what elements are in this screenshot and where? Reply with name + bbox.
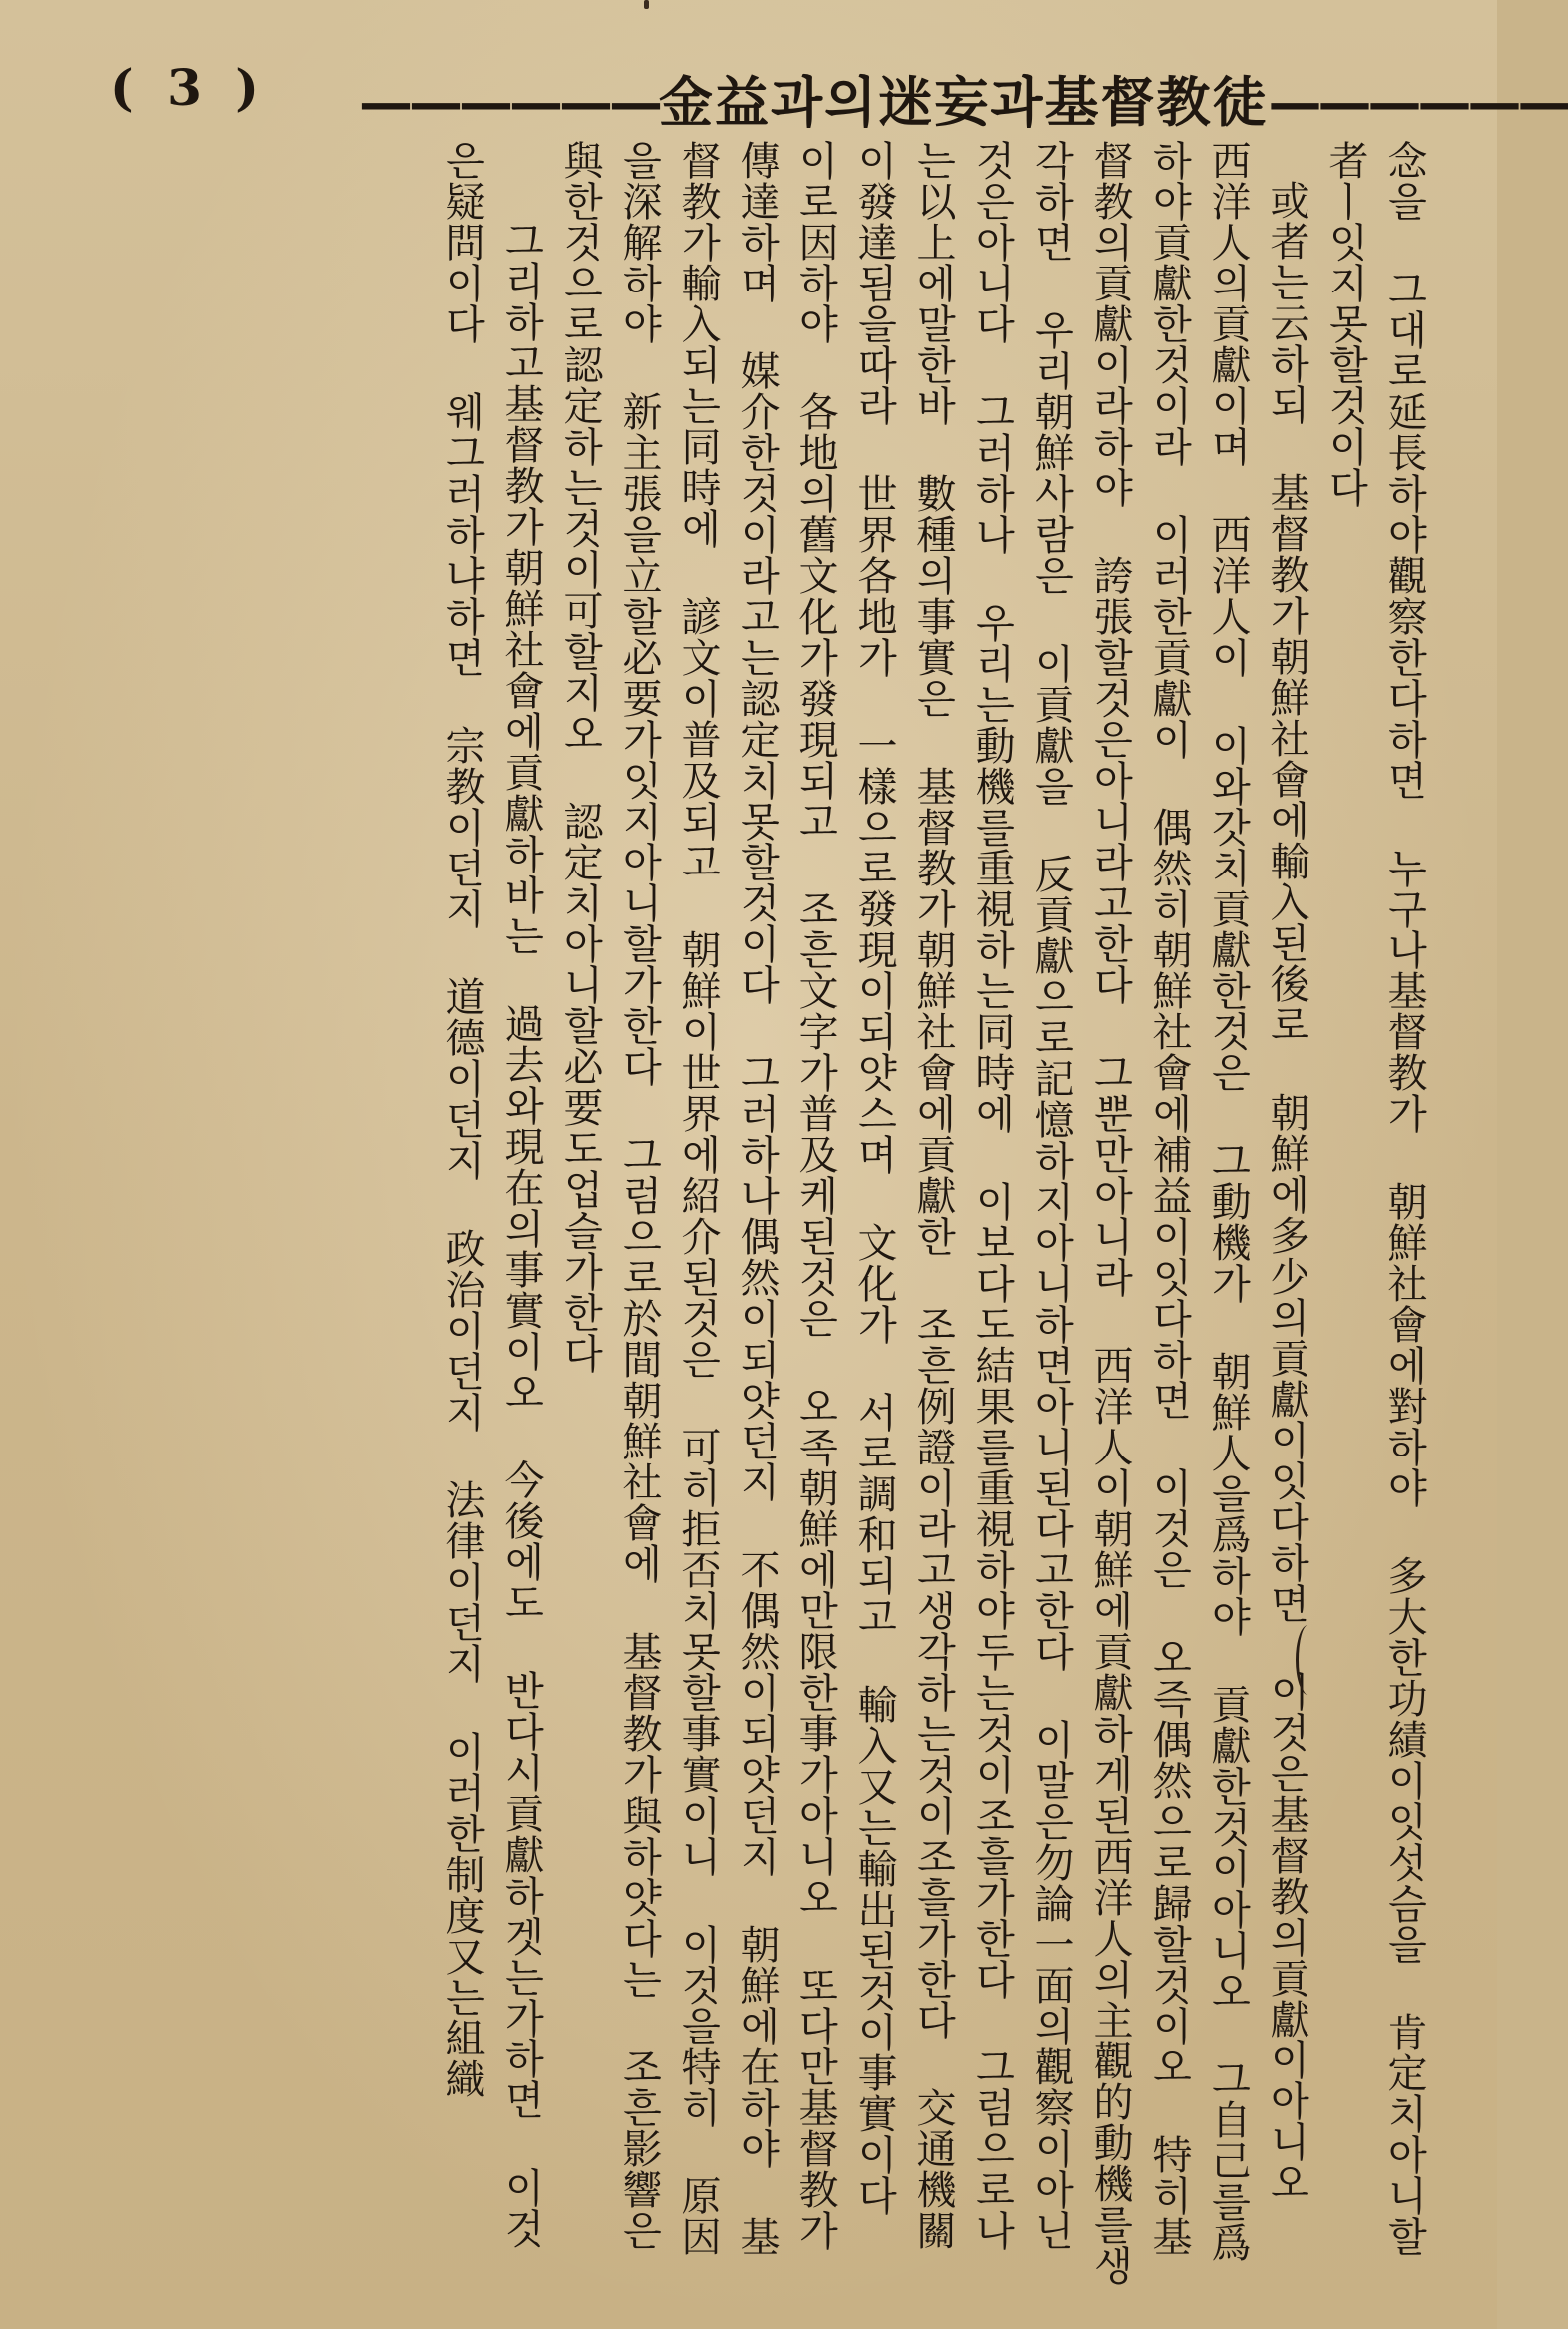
page-header — [110, 58, 1568, 148]
vertical-body-text — [62, 140, 1433, 2286]
title-dash-right: —————— — [1268, 70, 1568, 134]
running-title — [359, 60, 1568, 137]
paragraph: 그리하고基督教가朝鮮社會에貢獻하바는 過去와現在의事實이오 今後에도 반다시貢獻하겟는가하면 이것은疑問이다 웨그러하냐하면 宗教이던지 道德이던지 政治이던지 法律이던지 이러한制度又는組織 — [439, 140, 544, 2249]
page-number: ( 3 ) — [110, 58, 266, 117]
title-dash-left: —————— — [359, 70, 659, 134]
handwritten-margin-mark — [1296, 1625, 1320, 1695]
running-title-text: 金益과의迷妄과基督教徒 — [659, 70, 1269, 134]
ink-speck — [644, 0, 649, 9]
paragraph-continuation: 念을 그대로延長하야觀察한다하면 누구나基督教가 朝鮮社會에對하야 多大한功績이잇섯슴을 肯定치아니할者ㅣ잇지못할것이다 — [1322, 140, 1427, 2257]
paragraph: 或者는云하되 基督教가朝鮮社會에輸入된後로 朝鮮에多少의貢獻이잇다하면 이것은基督教의貢獻이아니오 西洋人의貢獻이며 西洋人이 이와갓치貢獻한것은 그動機가 朝鮮人을爲하야 貢獻한것이아니오 그自己를爲하야貢獻한것이라 이러한貢獻이 偶然히朝鮮社會에補益이잇다하면 이것은 오즉偶然으로歸할것이오 特히基督教의貢獻이라하야 誇張할것은아니라고한다 그뿐만아니라 西洋人이朝鮮에貢獻하게된西洋人의主觀的動機를생각하면 우리朝鮮사람은 이貢獻을 反貢獻으로記憶하지아니하면아니된다고한다 이말은勿論一面의觀察이아닌것은아니다 그러하나 우리는動機를重視하는同時에 이보다도結果를重視하야두는것이조흘가한다 그럼으로나는以上에말한바 數種의事實은 基督教가朝鮮社會에貢獻한 조흔例證이라고생각하는것이조흘가한다 交通機關이發達됨을따라 世界各地가 一樣으로發現이되얏스며 文化가 서로調和되고 輸入又는輸出된것이事實이다 이로因하야 各地의舊文化가發現되고 조흔文字가普及케된것은 오족朝鮮에만限한事가아니오 또다만基督教가傳達하며 媒介한것이라고는認定치못할것이다 그러하나偶然이되얏던지 不偶然이되얏던지 朝鮮에在하야 基督教가輸入되는同時에 諺文이普及되고 朝鮮이世界에紹介된것은 可히拒否치못할事實이니 이것을特히 原因을深解하야 新主張을立할必要가잇지아니할가한다 그럼으로於間朝鮮社會에 基督教가與하얏다는 조흔影響은 與한것으로認定하는것이可할지오 認定치아니할必要도업슬가한다 — [557, 140, 1309, 2286]
